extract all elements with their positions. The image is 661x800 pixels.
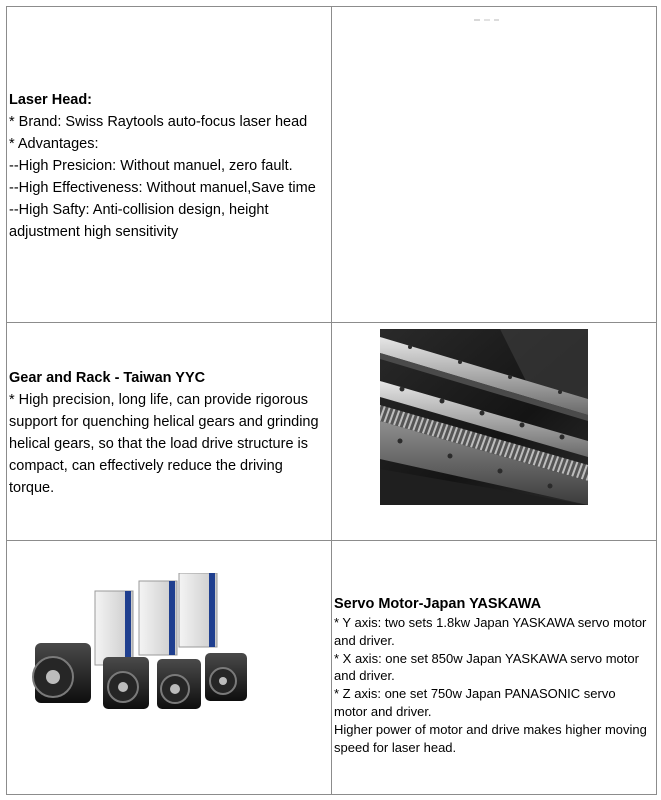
servo-motor-title: Servo Motor-Japan YASKAWA [334,596,542,612]
servo-motor-line-x-axis: * X axis: one set 850w Japan YASKAWA servo motor and driver. [334,650,639,684]
laser-head-description [9,89,327,243]
laser-head-line-safety: --High Safty: Anti-collision design, height adjustment high sensitivity [9,202,269,240]
servo-motor-line-y-axis: * Y axis: two sets 1.8kw Japan YASKAWA servo motor and driver. [334,615,647,648]
gear-rack-text-cell [7,323,332,540]
gear-and-rack-photo [380,329,588,505]
servo-motor-photo [29,573,255,729]
row-servo-motor [7,541,656,794]
laser-head-title: Laser Head: [9,92,93,108]
laser-head-text-cell [7,7,332,322]
laser-head-line-effectiveness: --High Effectiveness: Without manuel,Save time [9,180,316,196]
row-gear-rack [7,323,656,541]
row-laser-head [7,7,656,323]
servo-motor-description [334,594,652,756]
image-placeholder-mark [474,19,514,22]
servo-motor-image-cell [7,541,332,794]
laser-head-line-advantages: * Advantages: [9,136,99,152]
gear-rack-description [9,367,327,499]
gear-rack-title: Gear and Rack - Taiwan YYC [9,370,206,386]
product-spec-table [6,6,657,795]
servo-motor-line-z-axis: * Z axis: one set 750w Japan PANASONIC servo motor and driver. [334,686,616,719]
gear-rack-line-details: * High precision, long life, can provide rigorous support for quenching helical gears and grinding helical gears, so that the load drive structure is compact, can effectively reduce the driving torque. [9,392,319,496]
servo-motor-text-cell [332,541,656,794]
laser-head-line-brand: * Brand: Swiss Raytools auto-focus laser head [9,114,308,130]
servo-motor-line-summary: Higher power of motor and drive makes higher moving speed for laser head. [334,721,647,755]
laser-head-image-cell [332,7,656,322]
laser-head-line-precision: --High Presicion: Without manuel, zero fault. [9,158,293,174]
gear-rack-image-cell [332,323,656,540]
